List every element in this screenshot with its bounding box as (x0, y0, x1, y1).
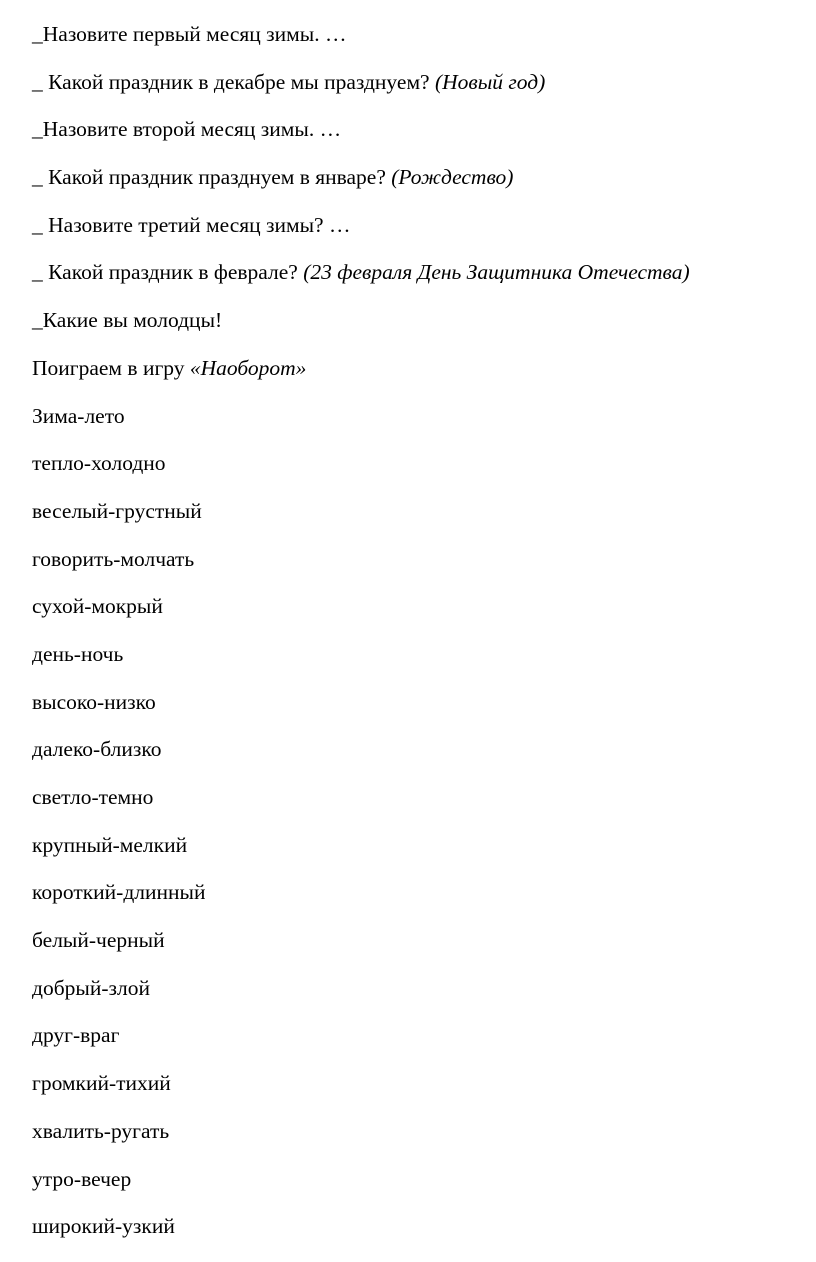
antonym-pair: хвалить-ругать (32, 1118, 170, 1143)
antonym-pair: светло-темно (32, 785, 154, 809)
question-text: _Какие вы молодцы! (32, 308, 223, 333)
antonym-pair: короткий-длинный (32, 880, 206, 905)
answer-text: (Рождество) (391, 165, 514, 190)
antonym-pair: высоко-низко (32, 689, 156, 714)
antonym-pair: Зима-лето (32, 403, 125, 428)
game-intro-text: Поиграем в игру (32, 355, 190, 380)
question-line (32, 114, 802, 162)
game-intro-line (32, 353, 802, 401)
answer-text: (Новый год) (434, 69, 546, 94)
antonym-pair: далеко-близко (32, 737, 162, 762)
document-page (32, 19, 802, 1259)
question-text: _ Какой праздник в феврале? (32, 260, 304, 285)
question-text: _Назовите второй месяц зимы. … (32, 117, 342, 142)
question-line (32, 210, 802, 258)
question-text: _ Какой праздник празднуем в январе? (32, 165, 392, 190)
antonym-pair: говорить-молчать (32, 546, 195, 571)
question-text: _ Какой праздник в декабре мы празднуем? (32, 69, 435, 94)
game-title: «Наоборот» (189, 355, 307, 380)
antonym-pair: белый-черный (32, 928, 165, 953)
antonym-pair: сухой-мокрый (32, 594, 163, 619)
antonym-pair: громкий-тихий (32, 1071, 171, 1096)
antonym-pair: добрый-злой (32, 975, 150, 1000)
question-line (32, 257, 802, 305)
question-line (32, 67, 802, 115)
antonym-pair: друг-враг (32, 1023, 120, 1048)
antonym-pair: веселый-грустный (32, 498, 202, 523)
antonym-pair: тепло-холодно (32, 451, 166, 476)
antonym-pair: день-ночь (32, 641, 124, 666)
question-line (32, 305, 802, 353)
antonym-pair: широкий-узкий (32, 1214, 175, 1239)
question-line (32, 19, 802, 67)
question-line (32, 162, 802, 210)
antonym-pair: крупный-мелкий (32, 832, 188, 857)
question-text: _ Назовите третий месяц зимы? … (32, 212, 351, 237)
antonym-pair: утро-вечер (32, 1166, 132, 1191)
question-text: _Назовите первый месяц зимы. … (32, 22, 347, 46)
answer-text: (23 февраля День Защитника Отечества) (303, 260, 690, 285)
